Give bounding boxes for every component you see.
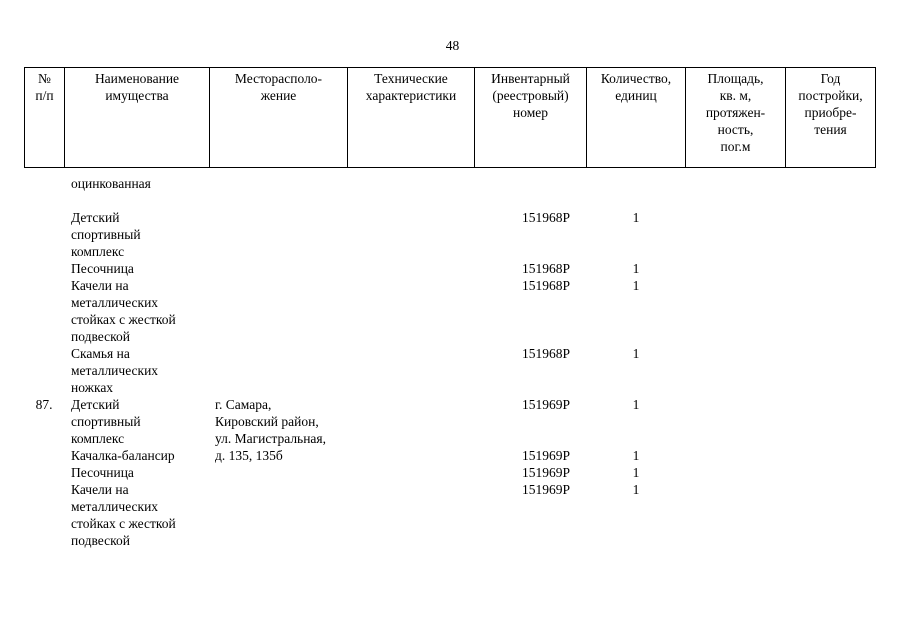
header-line: Месторасполо-: [234, 71, 323, 86]
inventory-number: 151969Р: [521, 397, 570, 412]
item-name-line: оцинкованная: [71, 176, 151, 191]
item-name-line: Песочница: [71, 465, 134, 480]
header-line: Год: [820, 71, 841, 86]
item-name-line: Скамья на: [71, 346, 130, 361]
item-name-line: комплекс: [71, 431, 125, 446]
item-name-line: спортивный: [71, 227, 141, 242]
header-col-quantity: [587, 68, 686, 168]
item-location-line: д. 135, 135б: [215, 448, 283, 463]
header-line: жение: [260, 88, 297, 103]
item-name-line: комплекс: [71, 244, 125, 259]
item-name: [71, 277, 176, 345]
inventory-number: 151969Р: [521, 482, 570, 497]
inventory-number: 151968Р: [521, 346, 570, 361]
row-number: 87.: [35, 397, 53, 412]
item-location-line: Кировский район,: [215, 414, 319, 429]
header-line: ность,: [717, 122, 754, 137]
header-col-num: [25, 68, 65, 168]
item-name-line: подвеской: [71, 329, 130, 344]
header-col-area: [686, 68, 786, 168]
header-line: Инвентарный: [491, 71, 570, 86]
item-name: [71, 209, 141, 260]
table-row: [24, 277, 875, 345]
item-name-line: подвеской: [71, 533, 130, 548]
item-name: [71, 464, 134, 481]
item-name: [71, 447, 175, 464]
table-row: [24, 464, 875, 481]
table-row: [24, 447, 875, 464]
item-name-line: Качалка-балансир: [71, 448, 175, 463]
header-line: Площадь,: [707, 71, 764, 86]
header-line: Наименование: [94, 71, 180, 86]
header-col-year: [786, 68, 876, 168]
item-location-line: г. Самара,: [215, 397, 272, 412]
header-line: п/п: [35, 88, 54, 103]
inventory-number: 151968Р: [521, 261, 570, 276]
header-line: приобре-: [804, 105, 857, 120]
table-row: [24, 260, 875, 277]
header-line: кв. м,: [719, 88, 752, 103]
header-line: имущества: [105, 88, 169, 103]
item-name: [71, 481, 176, 549]
item-name-line: Детский: [71, 210, 120, 225]
item-name-line: спортивный: [71, 414, 141, 429]
item-name-line: стойках с жесткой: [71, 312, 176, 327]
item-location-line: ул. Магистральная,: [215, 431, 327, 446]
item-name-line: ножках: [71, 380, 114, 395]
item-name-line: металлических: [71, 499, 159, 514]
item-location: [215, 447, 283, 464]
item-name: [71, 345, 158, 396]
header-line: характеристики: [365, 88, 457, 103]
quantity: 1: [632, 465, 640, 480]
page-number: 48: [445, 38, 460, 53]
table-row: [24, 175, 875, 209]
item-name-line: Песочница: [71, 261, 134, 276]
quantity: 1: [632, 278, 640, 293]
table-row: [24, 396, 875, 447]
header-line: (реестровый): [492, 88, 569, 103]
header-line: единиц: [615, 88, 657, 103]
header-line: протяжен-: [705, 105, 766, 120]
item-name-line: металлических: [71, 363, 159, 378]
header-line: Технические: [374, 71, 448, 86]
property-table-header: [24, 67, 876, 168]
quantity: 1: [632, 397, 640, 412]
header-col-name: [65, 68, 210, 168]
inventory-number: 151969Р: [521, 448, 570, 463]
item-location: [215, 396, 326, 447]
header-line: №: [38, 71, 51, 86]
quantity: 1: [632, 448, 640, 463]
header-line: номер: [512, 105, 548, 120]
item-name-line: Качели на: [71, 278, 129, 293]
item-name: [71, 175, 151, 192]
quantity: 1: [632, 261, 640, 276]
header-col-specs: [348, 68, 475, 168]
item-name-line: Качели на: [71, 482, 129, 497]
inventory-number: 151968Р: [521, 210, 570, 225]
inventory-number: 151969Р: [521, 465, 570, 480]
quantity: 1: [632, 482, 640, 497]
table-row: [24, 345, 875, 396]
header-line: пог.м: [720, 139, 751, 154]
header-line: постройки,: [798, 88, 863, 103]
header-col-location: [210, 68, 348, 168]
table-row: [24, 481, 875, 549]
item-name-line: Детский: [71, 397, 120, 412]
table-row: [24, 209, 875, 260]
item-name: [71, 396, 141, 447]
header-col-inventory: [475, 68, 587, 168]
item-name-line: металлических: [71, 295, 159, 310]
inventory-number: 151968Р: [521, 278, 570, 293]
item-name-line: стойках с жесткой: [71, 516, 176, 531]
quantity: 1: [632, 210, 640, 225]
quantity: 1: [632, 346, 640, 361]
header-line: Количество,: [600, 71, 672, 86]
item-name: [71, 260, 134, 277]
header-line: тения: [814, 122, 847, 137]
table-body: [24, 175, 875, 549]
